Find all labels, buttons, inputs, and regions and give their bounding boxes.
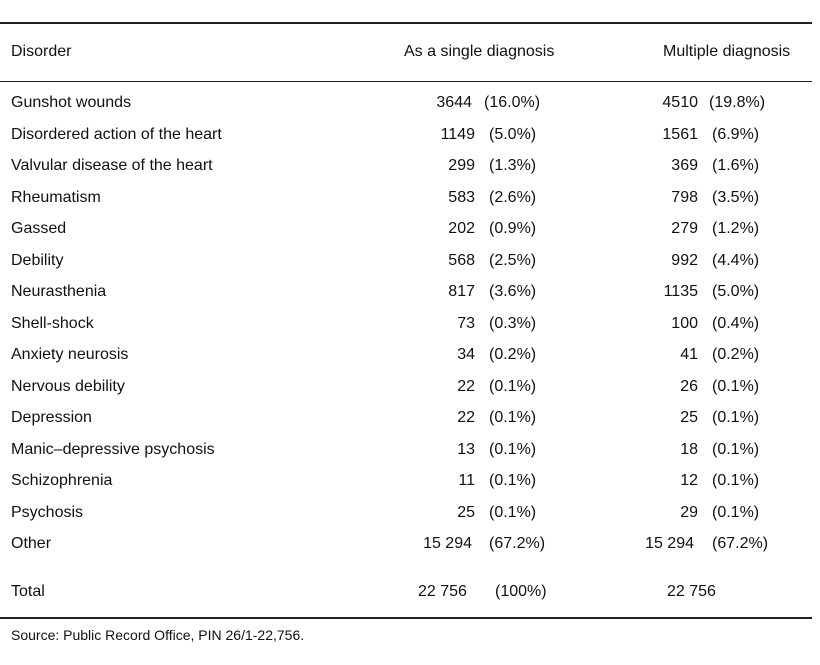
single-percent-cell: (0.2%) (489, 346, 537, 363)
single-count-cell: 73 (457, 315, 475, 332)
single-percent-cell: (0.9%) (489, 220, 537, 237)
multiple-count-cell: 4510 (662, 94, 698, 111)
multiple-percent-cell: (0.1%) (712, 504, 760, 521)
total-multiple-count: 22 756 (667, 583, 716, 600)
multiple-count-cell: 25 (680, 409, 698, 426)
disorder-cell: Gassed (11, 220, 67, 237)
table-row (0, 375, 812, 399)
disorder-cell: Debility (11, 252, 64, 269)
multiple-count-cell: 29 (680, 504, 698, 521)
table-row (0, 186, 812, 210)
disorder-cell: Valvular disease of the heart (11, 157, 213, 174)
single-percent-cell: (2.6%) (489, 189, 537, 206)
multiple-percent-cell: (3.5%) (712, 189, 760, 206)
single-count-cell: 13 (457, 441, 475, 458)
table-header (0, 40, 812, 64)
table-row (0, 249, 812, 273)
single-percent-cell: (16.0%) (484, 94, 541, 111)
multiple-count-cell: 279 (671, 220, 698, 237)
single-percent-cell: (0.1%) (489, 472, 537, 489)
disorder-cell: Shell-shock (11, 315, 94, 332)
single-percent-cell: (0.1%) (489, 504, 537, 521)
total-label: Total (11, 583, 45, 600)
disorder-cell: Other (11, 535, 52, 552)
multiple-count-cell: 1135 (663, 283, 698, 300)
multiple-count-cell: 41 (680, 346, 698, 363)
single-percent-cell: (0.3%) (489, 315, 537, 332)
multiple-percent-cell: (0.4%) (712, 315, 760, 332)
single-count-cell: 22 (457, 378, 475, 395)
single-percent-cell: (1.3%) (489, 157, 537, 174)
multiple-count-cell: 26 (680, 378, 698, 395)
single-count-cell: 11 (458, 472, 475, 489)
single-count-cell: 202 (448, 220, 475, 237)
single-count-cell: 817 (448, 283, 475, 300)
disorder-cell: Anxiety neurosis (11, 346, 129, 363)
disorder-cell: Schizophrenia (11, 472, 113, 489)
header-disorder: Disorder (11, 43, 72, 60)
header-multiple-diagnosis: Multiple diagnosis (663, 43, 791, 60)
disorder-cell: Neurasthenia (11, 283, 107, 300)
table-row (0, 280, 812, 304)
disorder-cell: Nervous debility (11, 378, 125, 395)
disorder-cell: Manic–depressive psychosis (11, 441, 215, 458)
single-count-cell: 3644 (436, 94, 472, 111)
table-row (0, 343, 812, 367)
disorder-cell: Disordered action of the heart (11, 126, 222, 143)
header-rule (0, 81, 812, 82)
total-single-count: 22 756 (418, 583, 467, 600)
multiple-percent-cell: (6.9%) (712, 126, 760, 143)
single-count-cell: 1149 (440, 126, 475, 143)
table-row (0, 91, 812, 115)
disorder-cell: Psychosis (11, 504, 84, 521)
table-row (0, 532, 812, 556)
multiple-count-cell: 12 (680, 472, 698, 489)
table-row (0, 406, 812, 430)
single-percent-cell: (2.5%) (489, 252, 537, 269)
disorder-cell: Gunshot wounds (11, 94, 132, 111)
multiple-count-cell: 992 (671, 252, 698, 269)
multiple-count-cell: 100 (671, 315, 698, 332)
single-count-cell: 299 (448, 157, 475, 174)
multiple-count-cell: 15 294 (645, 535, 694, 552)
table-bottom-rule (0, 617, 812, 619)
source-note: Source: Public Record Office, PIN 26/1-22,756. (11, 627, 305, 643)
table-row (0, 312, 812, 336)
multiple-count-cell: 18 (680, 441, 698, 458)
single-count-cell: 568 (448, 252, 475, 269)
multiple-percent-cell: (5.0%) (712, 283, 760, 300)
single-percent-cell: (0.1%) (489, 441, 537, 458)
single-count-cell: 34 (457, 346, 475, 363)
single-percent-cell: (0.1%) (489, 378, 537, 395)
multiple-percent-cell: (19.8%) (709, 94, 766, 111)
table-row (0, 217, 812, 241)
multiple-percent-cell: (4.4%) (712, 252, 760, 269)
multiple-percent-cell: (0.1%) (712, 441, 760, 458)
single-count-cell: 22 (457, 409, 475, 426)
table-row (0, 438, 812, 462)
multiple-count-cell: 798 (671, 189, 698, 206)
single-count-cell: 583 (448, 189, 475, 206)
multiple-percent-cell: (1.6%) (712, 157, 760, 174)
multiple-count-cell: 369 (671, 157, 698, 174)
table-row (0, 154, 812, 178)
header-single-diagnosis: As a single diagnosis (404, 43, 555, 60)
single-percent-cell: (0.1%) (489, 409, 537, 426)
total-single-percent: (100%) (495, 583, 547, 600)
single-percent-cell: (3.6%) (489, 283, 537, 300)
table-row (0, 501, 812, 525)
single-count-cell: 15 294 (423, 535, 472, 552)
single-percent-cell: (67.2%) (489, 535, 546, 552)
multiple-percent-cell: (0.1%) (712, 472, 760, 489)
table-top-rule (0, 22, 812, 24)
disorder-cell: Rheumatism (11, 189, 101, 206)
single-percent-cell: (5.0%) (489, 126, 537, 143)
table-row (0, 469, 812, 493)
multiple-count-cell: 1561 (662, 126, 698, 143)
multiple-percent-cell: (0.1%) (712, 378, 760, 395)
multiple-percent-cell: (0.1%) (712, 409, 760, 426)
single-count-cell: 25 (457, 504, 475, 521)
disorder-cell: Depression (11, 409, 92, 426)
multiple-percent-cell: (67.2%) (712, 535, 769, 552)
table-row (0, 123, 812, 147)
multiple-percent-cell: (1.2%) (712, 220, 760, 237)
total-row (0, 580, 812, 604)
multiple-percent-cell: (0.2%) (712, 346, 760, 363)
